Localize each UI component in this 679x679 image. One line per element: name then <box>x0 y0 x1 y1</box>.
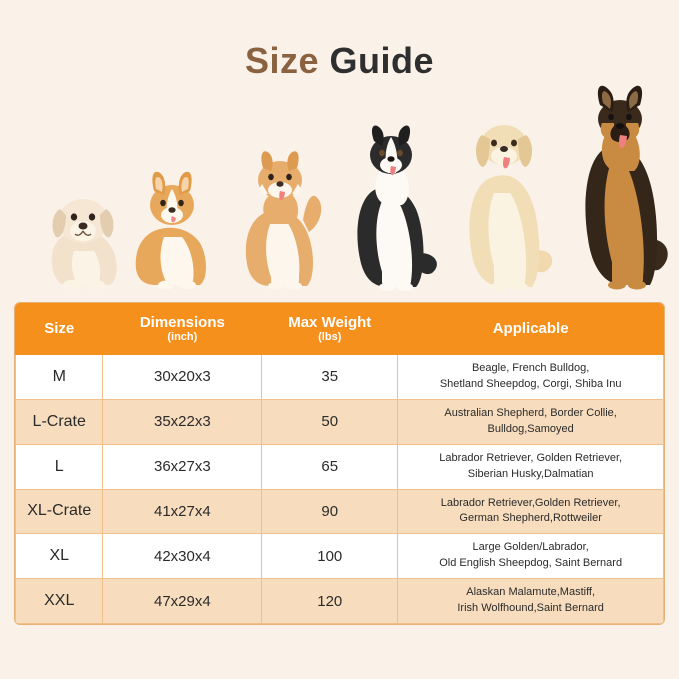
applicable-line: Labrador Retriever,Golden Retriever, <box>440 496 621 509</box>
table-row <box>16 399 664 444</box>
applicable-line: Large Golden/Labrador, <box>472 541 589 554</box>
dog-illustration-border-collie <box>336 113 444 296</box>
column-header-dimensions-label: Dimensions <box>139 314 225 331</box>
applicable-line: Alaskan Malamute,Mastiff, <box>466 586 596 599</box>
cell-dimensions: 30x20x3 <box>103 354 262 399</box>
column-header-size <box>16 304 103 355</box>
applicable-line: Siberian Husky,Dalmatian <box>467 467 594 480</box>
column-header-applicable <box>398 304 664 355</box>
table-row <box>16 534 664 579</box>
cell-max-weight: 90 <box>262 489 398 534</box>
applicable-line: Irish Wolfhound,Saint Bernard <box>457 602 604 615</box>
size-guide-table-wrapper <box>14 302 665 625</box>
cell-max-weight: 50 <box>262 399 398 444</box>
page-title-word-2: Guide <box>329 40 435 81</box>
applicable-line: Beagle, French Bulldog, <box>471 361 590 374</box>
cell-applicable <box>398 354 664 399</box>
column-header-max-weight-unit: (lbs) <box>318 331 342 344</box>
dog-illustration-shiba-inu <box>223 136 333 296</box>
column-header-max-weight-label: Max Weight <box>288 314 372 331</box>
cell-max-weight: 65 <box>262 444 398 489</box>
cell-size: XL <box>16 534 103 579</box>
cell-size: XL-Crate <box>16 489 103 534</box>
cell-applicable <box>398 444 664 489</box>
cell-max-weight: 120 <box>262 579 398 624</box>
dog-illustration-golden-retriever <box>446 101 562 296</box>
column-header-dimensions <box>103 304 262 355</box>
cell-applicable <box>398 579 664 624</box>
cell-size: XXL <box>16 579 103 624</box>
cell-dimensions: 42x30x4 <box>103 534 262 579</box>
dog-illustration-german-shepherd <box>564 79 676 296</box>
cell-size: M <box>16 354 103 399</box>
table-row <box>16 444 664 489</box>
applicable-line: Labrador Retriever, Golden Retriever, <box>439 451 623 464</box>
applicable-line: Australian Shepherd, Border Collie, <box>444 406 617 419</box>
table-row <box>16 579 664 624</box>
applicable-line: German Shepherd,Rottweiler <box>459 512 602 525</box>
cell-max-weight: 35 <box>262 354 398 399</box>
dog-illustration-puppy-labrador <box>36 181 132 296</box>
dog-illustration-corgi <box>120 161 220 296</box>
applicable-line: Bulldog,Samoyed <box>487 422 574 435</box>
table-row <box>16 489 664 534</box>
cell-size: L <box>16 444 103 489</box>
table-header <box>16 304 664 355</box>
table-header-row <box>16 304 664 355</box>
cell-dimensions: 41x27x4 <box>103 489 262 534</box>
cell-dimensions: 36x27x3 <box>103 444 262 489</box>
column-header-max-weight <box>262 304 398 355</box>
cell-dimensions: 47x29x4 <box>103 579 262 624</box>
applicable-line: Old English Sheepdog, Saint Bernard <box>439 557 623 570</box>
applicable-line: Shetland Sheepdog, Corgi, Shiba Inu <box>439 377 622 390</box>
cell-dimensions: 35x22x3 <box>103 399 262 444</box>
table-body <box>16 354 664 623</box>
page-title <box>0 0 679 82</box>
column-header-applicable-label: Applicable <box>492 320 569 338</box>
cell-applicable <box>398 399 664 444</box>
column-header-size-label: Size <box>44 320 75 338</box>
table-row <box>16 354 664 399</box>
cell-max-weight: 100 <box>262 534 398 579</box>
cell-applicable <box>398 489 664 534</box>
cell-applicable <box>398 534 664 579</box>
page-title-word-1: Size <box>244 40 319 81</box>
size-guide-table <box>15 303 664 624</box>
cell-size: L-Crate <box>16 399 103 444</box>
column-header-dimensions-unit: (inch) <box>167 331 198 344</box>
dog-illustrations <box>18 96 661 296</box>
